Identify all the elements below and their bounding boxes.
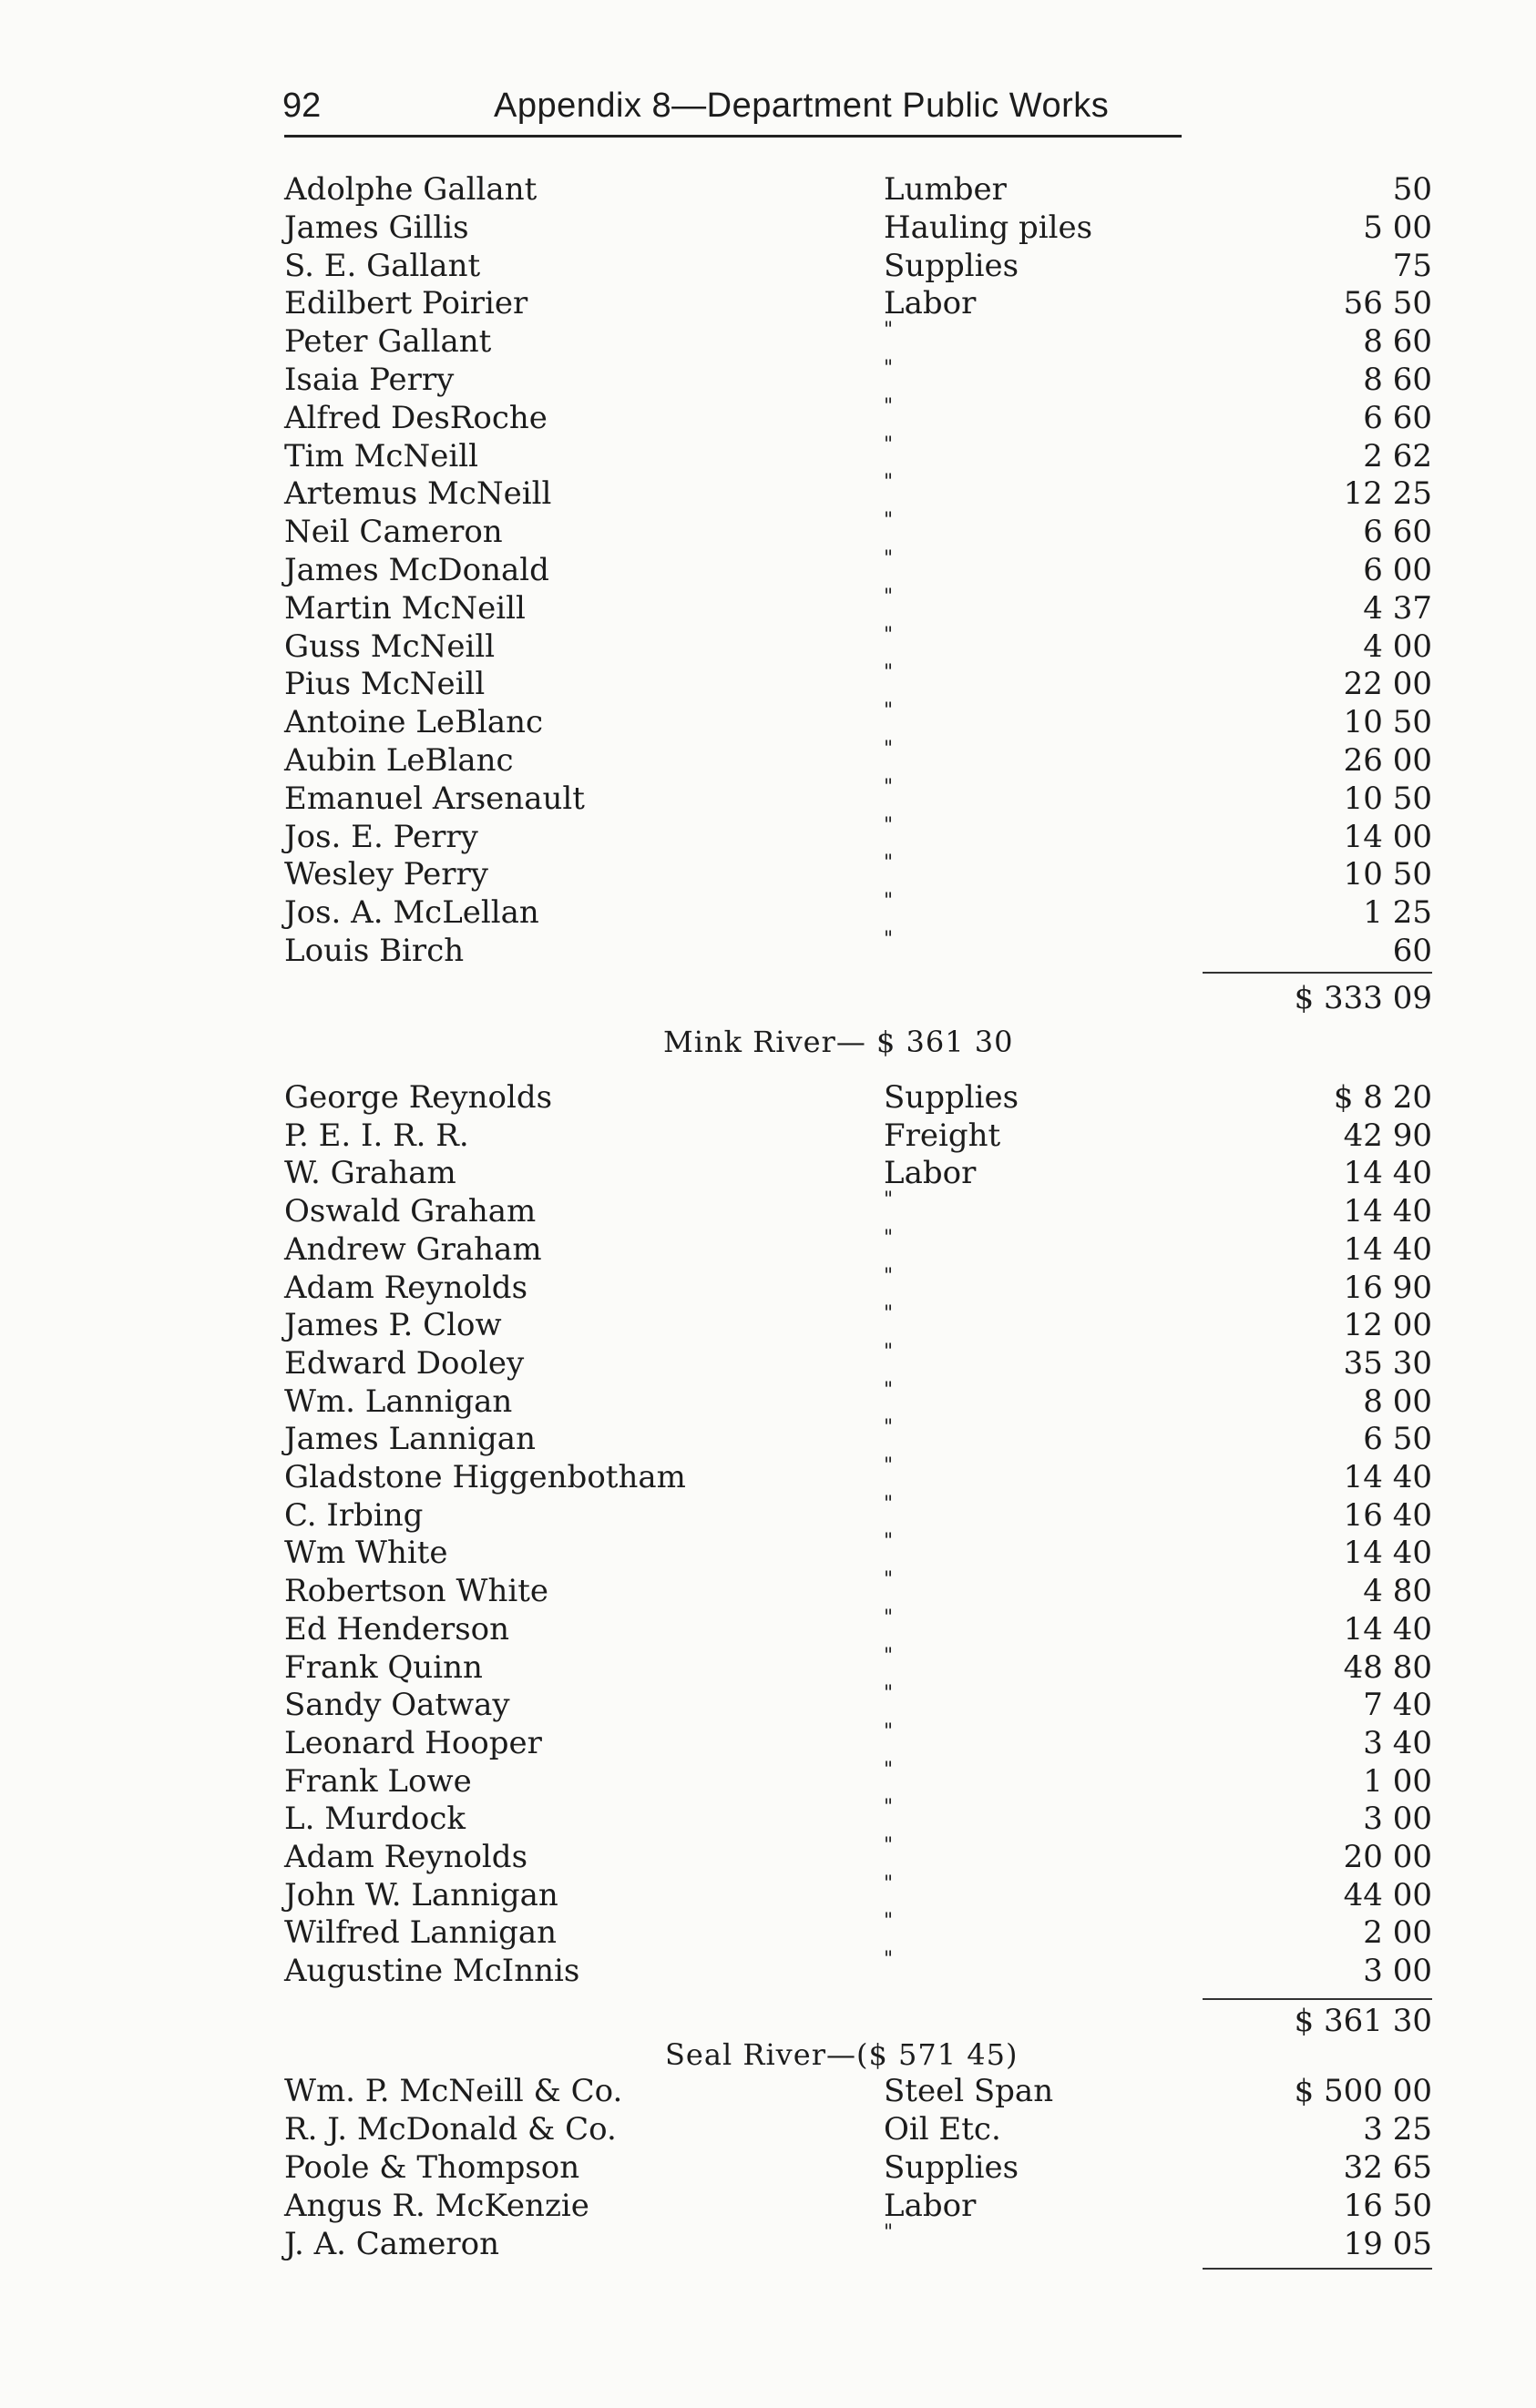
ditto-mark: " <box>884 1948 897 1972</box>
amount: 8 60 <box>1363 362 1432 398</box>
ditto-mark: " <box>884 471 897 495</box>
amount: 12 00 <box>1343 1307 1432 1344</box>
payee-name: James McDonald <box>284 552 549 588</box>
ditto-mark: " <box>884 890 897 913</box>
ditto-mark: " <box>884 1264 897 1288</box>
amount: 56 50 <box>1343 285 1432 322</box>
ditto-mark: " <box>884 1189 897 1212</box>
amount: 6 60 <box>1363 399 1432 436</box>
payee-name: Tim McNeill <box>284 437 478 474</box>
amount: 10 50 <box>1343 856 1432 893</box>
amount: 14 40 <box>1343 1193 1432 1230</box>
amount: 3 40 <box>1363 1724 1432 1761</box>
payee-name: Louis Birch <box>284 933 465 969</box>
ditto-mark: " <box>884 433 897 456</box>
payee-name: Adolphe Gallant <box>284 171 538 208</box>
ditto-mark: " <box>884 1226 897 1250</box>
ledger-row <box>0 1644 1432 1686</box>
ditto-mark: " <box>884 928 897 951</box>
ledger-row <box>0 1155 1432 1191</box>
ledger-row <box>0 1226 1432 1268</box>
ledger-row <box>0 2149 1432 2186</box>
payee-name: Gladstone Higgenbotham <box>284 1459 686 1495</box>
payee-name: Guss McNeill <box>284 628 496 665</box>
amount: 12 25 <box>1343 475 1432 513</box>
ledger-row <box>0 2073 1432 2109</box>
ditto-mark: " <box>884 699 897 723</box>
payee-name: R. J. McDonald & Co. <box>284 2111 617 2148</box>
ledger-row <box>0 1079 1432 1116</box>
ditto-mark: " <box>884 738 897 760</box>
ledger-row <box>0 1568 1432 1610</box>
ledger-row <box>0 1492 1432 1534</box>
item-description: Supplies <box>884 1079 1019 1116</box>
amount: 8 00 <box>1363 1383 1432 1420</box>
ledger-row <box>0 357 1432 398</box>
payee-name: Adam Reynolds <box>284 1269 528 1306</box>
ditto-mark: " <box>884 1378 897 1402</box>
ledger-row <box>0 1378 1432 1420</box>
ledger-row <box>0 699 1432 741</box>
item-description: Labor <box>884 2188 977 2224</box>
ledger-row <box>0 661 1432 703</box>
amount: 3 00 <box>1363 1801 1432 1838</box>
item-description: Freight <box>884 1117 1001 1154</box>
ditto-mark: " <box>884 1834 897 1857</box>
ledger-row <box>0 2188 1432 2224</box>
ditto-mark: " <box>884 1719 897 1743</box>
payee-name: Artemus McNeill <box>284 475 552 513</box>
ledger-row <box>0 433 1432 474</box>
amount: 35 30 <box>1343 1344 1432 1382</box>
ledger-row <box>0 509 1432 551</box>
ledger-row <box>0 1117 1432 1154</box>
payee-name: Frank Quinn <box>284 1648 483 1686</box>
item-description: Supplies <box>884 247 1019 284</box>
amount: 14 40 <box>1343 1535 1432 1572</box>
ledger-row <box>0 394 1432 436</box>
amount: 2 62 <box>1363 437 1432 474</box>
ledger-row <box>0 852 1432 893</box>
amount: 16 40 <box>1343 1496 1432 1534</box>
payee-name: Sandy Oatway <box>284 1687 510 1724</box>
payee-name: George Reynolds <box>284 1079 553 1116</box>
amount: 8 60 <box>1363 323 1432 361</box>
payee-name: Robertson White <box>284 1573 548 1610</box>
payee-name: L. Murdock <box>284 1801 466 1838</box>
item-description: Steel Span <box>884 2073 1054 2109</box>
amount: 26 00 <box>1343 742 1432 779</box>
ledger-row <box>0 319 1432 361</box>
ditto-mark: " <box>884 1682 897 1706</box>
ditto-mark: " <box>884 509 897 533</box>
amount: 10 50 <box>1343 780 1432 817</box>
amount: 14 40 <box>1343 1459 1432 1495</box>
payee-name: John W. Lannigan <box>284 1876 558 1913</box>
amount: 50 <box>1392 171 1432 208</box>
page-number: 92 <box>282 87 322 125</box>
item-description: Lumber <box>884 171 1007 208</box>
ledger-row <box>0 248 1432 284</box>
ditto-mark: " <box>884 1606 897 1629</box>
payee-name: Edward Dooley <box>284 1344 525 1382</box>
ditto-mark: " <box>884 585 897 608</box>
ditto-mark: " <box>884 1872 897 1895</box>
section-3-bottom-rule <box>1203 2268 1432 2270</box>
payee-name: Jos. A. McLellan <box>284 894 539 932</box>
payee-name: Poole & Thompson <box>284 2149 580 2186</box>
payee-name: James Lannigan <box>284 1421 536 1458</box>
amount: 3 00 <box>1363 1953 1432 1990</box>
ledger-row <box>0 547 1432 588</box>
ledger-row <box>0 285 1432 321</box>
section-1-total: $ 333 09 <box>1294 980 1432 1016</box>
item-description: Oil Etc. <box>884 2111 1001 2148</box>
payee-name: Wm. Lannigan <box>284 1383 513 1420</box>
amount: 22 00 <box>1343 666 1432 703</box>
payee-name: Pius McNeill <box>284 666 486 703</box>
ditto-mark: " <box>884 319 897 342</box>
ditto-mark: " <box>884 1568 897 1592</box>
amount: 20 00 <box>1343 1839 1432 1875</box>
ditto-mark: " <box>884 852 897 875</box>
amount: 1 00 <box>1363 1762 1432 1800</box>
ledger-row <box>0 1189 1432 1230</box>
page-header <box>282 87 1193 132</box>
ledger-row <box>0 585 1432 627</box>
amount: 19 05 <box>1343 2226 1432 2262</box>
section-2-total-rule <box>1203 1998 1432 2000</box>
amount: 6 60 <box>1363 514 1432 551</box>
ditto-mark: " <box>884 623 897 647</box>
ditto-mark: " <box>884 2221 897 2244</box>
payee-name: Neil Cameron <box>284 514 503 551</box>
ditto-mark: " <box>884 661 897 685</box>
amount: 16 90 <box>1343 1269 1432 1306</box>
amount: 32 65 <box>1343 2149 1432 2186</box>
payee-name: S. E. Gallant <box>284 247 481 284</box>
amount: 6 50 <box>1363 1421 1432 1458</box>
payee-name: W. Graham <box>284 1155 456 1192</box>
amount: 4 80 <box>1363 1573 1432 1610</box>
ditto-mark: " <box>884 1416 897 1440</box>
payee-name: Alfred DesRoche <box>284 399 548 436</box>
ledger-row <box>0 1872 1432 1913</box>
amount: 2 00 <box>1363 1914 1432 1952</box>
ledger-row <box>0 1834 1432 1875</box>
ledger-row <box>0 2221 1432 2262</box>
ditto-mark: " <box>884 1796 897 1820</box>
ditto-mark: " <box>884 547 897 570</box>
amount: 4 00 <box>1363 628 1432 665</box>
payee-name: Frank Lowe <box>284 1762 472 1800</box>
ditto-mark: " <box>884 1302 897 1326</box>
amount: $ 8 20 <box>1333 1079 1432 1116</box>
amount: $ 500 00 <box>1294 2073 1432 2109</box>
header-rule <box>284 135 1182 138</box>
section-2-heading: Mink River— $ 361 30 <box>663 1025 1014 1059</box>
ledger-row <box>0 1302 1432 1344</box>
ledger-row <box>0 471 1432 513</box>
ditto-mark: " <box>884 1454 897 1477</box>
amount: 1 25 <box>1363 894 1432 932</box>
amount: 10 50 <box>1343 704 1432 741</box>
amount: 75 <box>1392 247 1432 284</box>
payee-name: J. A. Cameron <box>284 2226 500 2262</box>
item-description: Labor <box>884 1155 977 1192</box>
ledger-row <box>0 738 1432 779</box>
amount: 60 <box>1392 933 1432 969</box>
payee-name: Oswald Graham <box>284 1193 537 1230</box>
payee-name: Andrew Graham <box>284 1230 542 1268</box>
amount: 4 37 <box>1363 589 1432 627</box>
ditto-mark: " <box>884 813 897 837</box>
ledger-row <box>0 1682 1432 1724</box>
payee-name: Wm White <box>284 1535 448 1572</box>
payee-name: Emanuel Arsenault <box>284 780 585 817</box>
payee-name: Aubin LeBlanc <box>284 742 514 779</box>
amount: 14 40 <box>1343 1230 1432 1268</box>
amount: 16 50 <box>1343 2188 1432 2224</box>
ledger-row <box>0 1530 1432 1572</box>
amount: 6 00 <box>1363 552 1432 588</box>
amount: 14 40 <box>1343 1610 1432 1648</box>
amount: 14 00 <box>1343 818 1432 855</box>
ledger-row <box>0 1796 1432 1838</box>
payee-name: James P. Clow <box>284 1307 502 1344</box>
ledger-row <box>0 1910 1432 1952</box>
amount: 14 40 <box>1343 1155 1432 1192</box>
ditto-mark: " <box>884 1644 897 1668</box>
payee-name: Jos. E. Perry <box>284 818 478 855</box>
item-description: Supplies <box>884 2149 1019 2186</box>
section-3-heading: Seal River—($ 571 45) <box>665 2037 1019 2072</box>
payee-name: Ed Henderson <box>284 1610 510 1648</box>
ledger-row <box>0 813 1432 855</box>
ledger-row <box>0 2111 1432 2148</box>
ditto-mark: " <box>884 1910 897 1934</box>
item-description: Hauling piles <box>884 209 1093 246</box>
running-head: Appendix 8—Department Public Works <box>494 87 1110 125</box>
payee-name: Adam Reynolds <box>284 1839 528 1875</box>
ledger-row <box>0 1454 1432 1495</box>
ledger-row <box>0 209 1432 246</box>
ditto-mark: " <box>884 1340 897 1363</box>
ledger-row <box>0 171 1432 208</box>
amount: 44 00 <box>1343 1876 1432 1913</box>
payee-name: Wesley Perry <box>284 856 488 893</box>
payee-name: Edilbert Poirier <box>284 285 528 322</box>
payee-name: Antoine LeBlanc <box>284 704 544 741</box>
ledger-row <box>0 1719 1432 1761</box>
payee-name: Leonard Hooper <box>284 1724 542 1761</box>
ditto-mark: " <box>884 1530 897 1554</box>
payee-name: Martin McNeill <box>284 589 526 627</box>
payee-name: Wilfred Lannigan <box>284 1914 558 1952</box>
amount: 42 90 <box>1343 1117 1432 1154</box>
ditto-mark: " <box>884 1492 897 1515</box>
payee-name: Wm. P. McNeill & Co. <box>284 2073 623 2109</box>
ledger-row <box>0 623 1432 665</box>
ledger-row <box>0 1416 1432 1458</box>
ledger-row <box>0 1758 1432 1800</box>
section-1-total-rule <box>1203 972 1432 974</box>
payee-name: Augustine McInnis <box>284 1953 580 1990</box>
ledger-row <box>0 1948 1432 1990</box>
amount: 3 25 <box>1363 2111 1432 2148</box>
ledger-row <box>0 890 1432 932</box>
ledger-row <box>0 1264 1432 1306</box>
payee-name: James Gillis <box>284 209 469 246</box>
amount: 5 00 <box>1363 209 1432 246</box>
payee-name: Peter Gallant <box>284 323 492 361</box>
ditto-mark: " <box>884 394 897 418</box>
ditto-mark: " <box>884 775 897 799</box>
ditto-mark: " <box>884 1758 897 1781</box>
section-2-total: $ 361 30 <box>1294 2003 1432 2039</box>
payee-name: P. E. I. R. R. <box>284 1117 469 1154</box>
ledger-row <box>0 1340 1432 1382</box>
ditto-mark: " <box>884 357 897 380</box>
payee-name: C. Irbing <box>284 1496 424 1534</box>
ledger-row <box>0 775 1432 817</box>
amount: 48 80 <box>1343 1648 1432 1686</box>
payee-name: Isaia Perry <box>284 362 455 398</box>
payee-name: Angus R. McKenzie <box>284 2188 589 2224</box>
ledger-row <box>0 928 1432 969</box>
amount: 7 40 <box>1363 1687 1432 1724</box>
ledger-row <box>0 1606 1432 1648</box>
item-description: Labor <box>884 285 977 322</box>
